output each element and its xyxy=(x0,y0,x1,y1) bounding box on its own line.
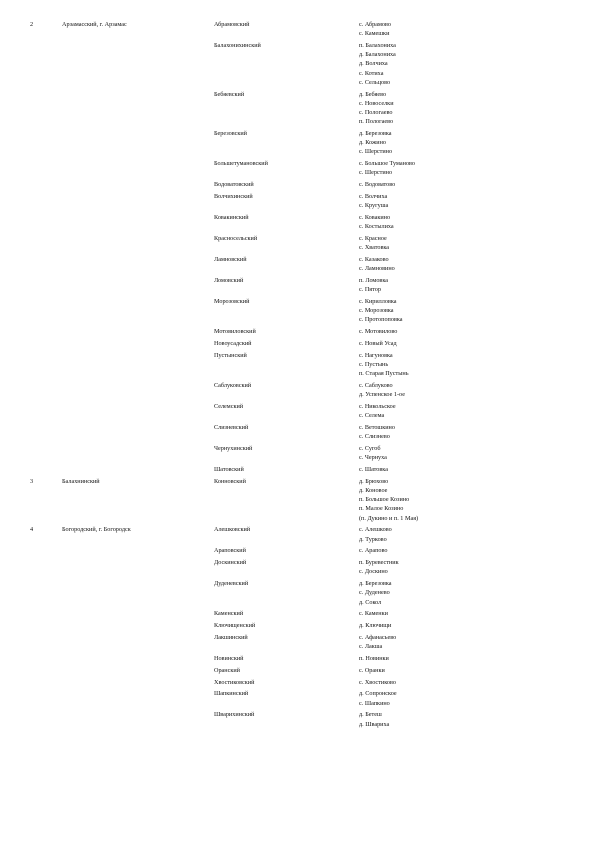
council-name: Абрамовский xyxy=(214,21,250,28)
district-name xyxy=(62,444,214,465)
settlement-name: д. Ключищи xyxy=(359,622,392,630)
district-name xyxy=(62,621,214,633)
district-number xyxy=(30,609,62,621)
settlement-list xyxy=(359,710,559,731)
settlement-name: с. Протопоповка xyxy=(359,316,403,324)
district-number xyxy=(30,327,62,339)
table-row xyxy=(30,546,559,558)
settlement-name: с. Нагуновка xyxy=(359,351,393,359)
district-name: Арзамасский, г. Арзамас xyxy=(62,21,127,28)
settlement-name: с. Ветошкино xyxy=(359,424,395,432)
district-number xyxy=(30,633,62,654)
council-name: Саблуковский xyxy=(214,382,252,390)
council-name: Лакшинский xyxy=(214,634,248,642)
table-row xyxy=(30,621,559,633)
district-number xyxy=(30,465,62,477)
settlement-list xyxy=(359,180,559,192)
council-name: Водоватовский xyxy=(214,181,254,189)
district-number xyxy=(30,558,62,579)
table-row xyxy=(30,159,559,180)
council-name: Красносельский xyxy=(214,235,258,243)
district-number xyxy=(30,654,62,666)
settlement-list xyxy=(359,129,559,159)
settlement-name: с. Ковакино xyxy=(359,214,391,222)
settlement-list xyxy=(359,255,559,276)
council-name: Морозовский xyxy=(214,298,250,306)
settlement-name: д. Березовка xyxy=(359,580,392,588)
settlement-name: п. Буревестник xyxy=(359,559,399,567)
district-number xyxy=(30,444,62,465)
table-row xyxy=(30,444,559,465)
district-name xyxy=(62,689,214,710)
settlement-name: с. Алешково xyxy=(359,526,392,534)
table-row xyxy=(30,20,559,41)
council-name: Большетумановский xyxy=(214,160,268,168)
settlement-name: с. Красное xyxy=(359,235,387,243)
settlement-list xyxy=(359,41,559,90)
settlement-list xyxy=(359,546,559,558)
table-row xyxy=(30,213,559,234)
district-name xyxy=(62,666,214,678)
settlement-list xyxy=(359,297,559,327)
district-name xyxy=(62,609,214,621)
settlement-name: с. Кирилловка xyxy=(359,298,397,306)
council-name: Ламновский xyxy=(214,256,247,264)
district-name xyxy=(62,558,214,579)
settlement-name: п. Старая Пустынь xyxy=(359,370,409,378)
table-row xyxy=(30,402,559,423)
settlement-list xyxy=(359,609,559,621)
settlement-name: с. Костылиха xyxy=(359,223,394,231)
table-row xyxy=(30,297,559,327)
district-name xyxy=(62,678,214,690)
council-name: Слизневский xyxy=(214,424,249,432)
settlement-name: п. Большое Козино xyxy=(359,496,410,504)
district-number xyxy=(30,159,62,180)
district-number xyxy=(30,339,62,351)
settlement-list xyxy=(359,276,559,297)
table-row xyxy=(30,351,559,381)
council-name: Ломовский xyxy=(214,277,244,285)
district-name xyxy=(62,546,214,558)
table-row xyxy=(30,41,559,90)
table-row xyxy=(30,276,559,297)
table-row xyxy=(30,180,559,192)
district-number xyxy=(30,621,62,633)
table-row xyxy=(30,129,559,159)
council-name: Бебяевский xyxy=(214,90,245,98)
district-name xyxy=(62,402,214,423)
settlement-name: д. Коновое xyxy=(359,487,388,495)
settlement-name: с. Казаково xyxy=(359,256,389,264)
council-name: Дуденевский xyxy=(214,580,249,588)
settlement-list xyxy=(359,525,559,546)
table-row xyxy=(30,654,559,666)
settlement-list xyxy=(359,381,559,402)
district-name xyxy=(62,41,214,90)
table-row xyxy=(30,609,559,621)
settlement-name: с. Водоватово xyxy=(359,181,396,189)
table-row xyxy=(30,689,559,710)
settlement-name: с. Слизнево xyxy=(359,433,390,441)
district-number xyxy=(30,255,62,276)
council-name: Алешковский xyxy=(214,526,251,534)
settlement-name: д. Бебяево xyxy=(359,90,387,98)
settlement-name: с. Шапкино xyxy=(359,699,390,707)
settlement-name: с. Камешки xyxy=(359,30,390,38)
settlement-name: с. Мотовилово xyxy=(359,328,398,336)
table-row xyxy=(30,579,559,609)
district-number xyxy=(30,192,62,213)
council-name: Новинский xyxy=(214,655,244,663)
district-name xyxy=(62,381,214,402)
settlement-name: п. Ломовка xyxy=(359,277,389,285)
district-name xyxy=(62,327,214,339)
settlement-name: с. Пологаево xyxy=(359,109,393,117)
district-name xyxy=(62,579,214,609)
district-number xyxy=(30,381,62,402)
district-number xyxy=(30,666,62,678)
district-number xyxy=(30,423,62,444)
settlement-list xyxy=(359,666,559,678)
settlement-name: д. Брюхово xyxy=(359,477,389,485)
settlement-name: с. Шерстино xyxy=(359,148,393,156)
council-name: Араповский xyxy=(214,547,246,555)
settlement-list xyxy=(359,192,559,213)
district-name xyxy=(62,180,214,192)
district-name xyxy=(62,633,214,654)
settlement-name: (п. Дукино и п. 1 Мая) xyxy=(359,514,419,522)
table-row xyxy=(30,381,559,402)
council-name: Новоусадский xyxy=(214,340,252,348)
settlement-name: с. Большое Туманово xyxy=(359,160,416,168)
settlement-name: с. Ламновино xyxy=(359,265,395,273)
council-name: Оранский xyxy=(214,666,240,674)
settlement-name: д. Кожино xyxy=(359,139,386,147)
settlement-name: п. Балахониха xyxy=(359,42,396,49)
settlement-name: с. Новоселки xyxy=(359,99,394,107)
settlement-name: с. Сельцово xyxy=(359,78,391,86)
table-row xyxy=(30,678,559,690)
table-row xyxy=(30,477,559,526)
table-row xyxy=(30,666,559,678)
table-row xyxy=(30,327,559,339)
administrative-units-table xyxy=(30,20,559,731)
district-name xyxy=(62,465,214,477)
district-name xyxy=(62,654,214,666)
settlement-name: п. Новинки xyxy=(359,655,389,663)
district-name xyxy=(62,276,214,297)
district-name xyxy=(62,339,214,351)
table-row xyxy=(30,525,559,546)
settlement-name: с. Оранки xyxy=(359,666,385,674)
district-number xyxy=(30,180,62,192)
settlement-name: с. Дуденево xyxy=(359,589,390,597)
district-number xyxy=(30,678,62,690)
district-name xyxy=(62,710,214,731)
settlement-name: с. Шатовка xyxy=(359,466,388,474)
settlement-list xyxy=(359,402,559,423)
settlement-name: д. Сопронское xyxy=(359,690,397,698)
district-name xyxy=(62,129,214,159)
settlement-list xyxy=(359,444,559,465)
settlement-list xyxy=(359,351,559,381)
settlement-list xyxy=(359,654,559,666)
council-name: Хвостиковский xyxy=(214,678,255,686)
district-name xyxy=(62,234,214,255)
settlement-name: с. Пятор xyxy=(359,286,381,294)
settlement-name: с. Сугоб xyxy=(359,445,381,453)
district-name xyxy=(62,213,214,234)
table-row xyxy=(30,90,559,129)
settlement-list xyxy=(359,621,559,633)
district-name xyxy=(62,351,214,381)
settlement-name: с. Морозовка xyxy=(359,307,394,315)
settlement-name: с. Афанасьево xyxy=(359,634,397,642)
district-number xyxy=(30,546,62,558)
settlement-name: с. Новый Усад xyxy=(359,340,397,348)
table-row xyxy=(30,234,559,255)
district-name xyxy=(62,297,214,327)
table-body xyxy=(30,20,559,731)
settlement-name: д. Швариха xyxy=(359,720,390,728)
table-row xyxy=(30,339,559,351)
settlement-name: д. Успенское 1-ое xyxy=(359,391,405,399)
council-name: Доскинский xyxy=(214,559,247,567)
district-name xyxy=(62,159,214,180)
settlement-list xyxy=(359,213,559,234)
settlement-list xyxy=(359,477,559,526)
table-row xyxy=(30,710,559,731)
settlement-name: с. Лакша xyxy=(359,643,383,651)
settlement-list xyxy=(359,20,559,41)
council-name: Мотовиловский xyxy=(214,328,256,336)
table-row xyxy=(30,465,559,477)
district-number xyxy=(30,276,62,297)
council-name: Пустынский xyxy=(214,351,247,359)
district-number: 2 xyxy=(30,21,34,28)
settlement-list xyxy=(359,234,559,255)
settlement-name: п. Малое Козино xyxy=(359,505,404,513)
table-row xyxy=(30,558,559,579)
council-name: Березовский xyxy=(214,130,247,138)
settlement-name: п. Пологаево xyxy=(359,118,394,126)
settlement-list xyxy=(359,678,559,690)
council-name: Шапкинский xyxy=(214,690,249,698)
district-number xyxy=(30,689,62,710)
settlement-name: с. Доскино xyxy=(359,568,388,576)
settlement-name: с. Кругуша xyxy=(359,202,389,210)
council-name: Ключищенский xyxy=(214,622,256,630)
council-name: Волчихинский xyxy=(214,193,253,201)
settlement-name: с. Хватовка xyxy=(359,244,390,252)
district-number xyxy=(30,579,62,609)
council-name: Шварихинский xyxy=(214,711,255,719)
table-row xyxy=(30,255,559,276)
district-number xyxy=(30,90,62,129)
settlement-list xyxy=(359,689,559,710)
district-name xyxy=(62,255,214,276)
district-number xyxy=(30,234,62,255)
settlement-name: с. Селема xyxy=(359,412,385,420)
settlement-list xyxy=(359,90,559,129)
district-number xyxy=(30,710,62,731)
table-row xyxy=(30,192,559,213)
settlement-name: д. Балахониха xyxy=(359,51,396,59)
settlement-name: д. Бетеш xyxy=(359,711,382,719)
district-name: Балахнинский xyxy=(62,477,100,485)
settlement-name: с. Арапово xyxy=(359,547,388,555)
council-name: Каменский xyxy=(214,610,244,618)
settlement-list xyxy=(359,327,559,339)
settlement-list xyxy=(359,633,559,654)
settlement-name: с. Абрамово xyxy=(359,21,391,28)
council-name: Селемский xyxy=(214,403,244,411)
district-number xyxy=(30,129,62,159)
district-number: 4 xyxy=(30,526,34,534)
council-name: Конновский xyxy=(214,477,246,485)
settlement-name: д. Сокол xyxy=(359,598,382,606)
settlement-list xyxy=(359,579,559,609)
district-number xyxy=(30,402,62,423)
district-number: 3 xyxy=(30,477,34,485)
district-name xyxy=(62,423,214,444)
settlement-name: с. Каменки xyxy=(359,610,388,618)
settlement-name: с. Хвостиково xyxy=(359,678,396,686)
settlement-name: с. Котиха xyxy=(359,69,384,77)
settlement-list xyxy=(359,465,559,477)
settlement-name: д. Березовка xyxy=(359,130,392,138)
table-row xyxy=(30,633,559,654)
council-name: Балахонихинский xyxy=(214,42,261,49)
settlement-name: д. Турково xyxy=(359,535,387,543)
settlement-name: с. Никольское xyxy=(359,403,396,411)
district-number xyxy=(30,297,62,327)
council-name: Ковакинский xyxy=(214,214,249,222)
district-number xyxy=(30,213,62,234)
district-name: Богородский, г. Богородск xyxy=(62,526,131,534)
district-number xyxy=(30,351,62,381)
settlement-name: с. Пустынь xyxy=(359,361,389,369)
district-name xyxy=(62,192,214,213)
district-number xyxy=(30,41,62,90)
council-name: Шатовский xyxy=(214,466,244,474)
council-name: Чернухинский xyxy=(214,445,253,453)
settlement-name: с. Шерстино xyxy=(359,169,393,177)
settlement-name: с. Волчиха xyxy=(359,193,388,201)
settlement-name: д. Волчиха xyxy=(359,60,388,68)
district-name xyxy=(62,90,214,129)
settlement-list xyxy=(359,423,559,444)
table-row xyxy=(30,423,559,444)
settlement-list xyxy=(359,558,559,579)
settlement-list xyxy=(359,339,559,351)
settlement-name: с. Чернуха xyxy=(359,454,387,462)
settlement-name: с. Саблуково xyxy=(359,382,393,390)
settlement-list xyxy=(359,159,559,180)
